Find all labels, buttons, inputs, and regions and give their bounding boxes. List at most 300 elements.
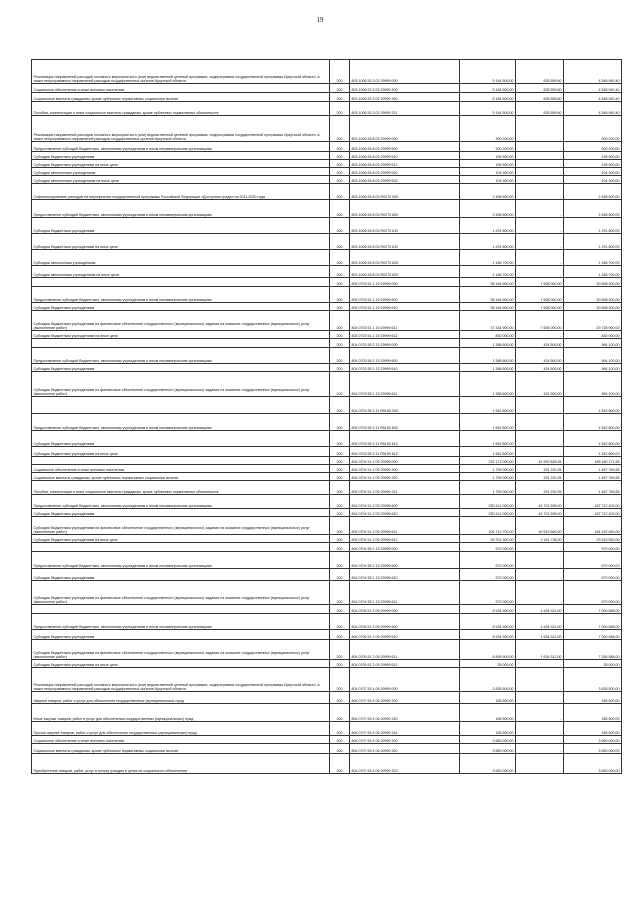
expense-name-cell <box>32 457 330 465</box>
executed-amount-cell: 424 500,00 <box>516 348 564 364</box>
executed-amount-cell: 2 181 738,00 <box>516 535 564 543</box>
expense-name-cell: Прочая закупка товаров, работ и услуг для обеспечения государственных (муниципальных) нужд <box>32 722 330 736</box>
budget-classification-code-cell: 804 0704 51 2 09 29999 612 <box>350 535 460 543</box>
budget-classification-code-cell: 803 1006 53 8 03 29999 600 <box>350 142 460 152</box>
executed-amount-cell: 42 701 598,00 <box>516 495 564 509</box>
budget-execution-table <box>31 59 622 774</box>
line-code-cell: 200 <box>330 481 350 495</box>
unexecuted-amount-cell: 7 265 588,00 <box>564 640 622 660</box>
approved-amount-cell: 830 000,00 <box>460 331 516 339</box>
expense-name-cell: Субсидии бюджетным учреждениям на иные цели <box>32 234 330 250</box>
line-code-cell: 200 <box>330 168 350 176</box>
executed-amount-cell: 424 500,00 <box>516 372 564 397</box>
approved-amount-cell: 8 899 900,00 <box>460 640 516 660</box>
line-code-cell: 200 <box>330 278 350 287</box>
table-row <box>32 116 622 142</box>
budget-classification-code-cell: 804 0703 55 2 13 29999 600 <box>350 348 460 364</box>
approved-amount-cell: 5 184 500,00 <box>460 93 516 102</box>
line-code-cell: 200 <box>330 397 350 414</box>
expense-name-cell: Субсидии бюджетным учреждениям на финансовое обеспечение государственного (муниципального) задания на оказание государственных (муниципальных) услуг (выполнение работ) <box>32 517 330 535</box>
line-code-cell: 200 <box>330 552 350 569</box>
table-row <box>32 744 622 754</box>
expense-name-cell: Реализация направлений расходов основного мероприятия и (или) ведомственной целевой программы, подпрограммы государственной программы Иркутской области, а также непрограммных направлений расходов государственных органов Иркутской области <box>32 668 330 692</box>
approved-amount-cell: 1 759 000,00 <box>460 481 516 495</box>
executed-amount-cell: 1 634 312,00 <box>516 630 564 640</box>
budget-classification-code-cell: 804 0707 53 4 06 29999 200 <box>350 692 460 704</box>
executed-amount-cell: 42 701 598,00 <box>516 509 564 517</box>
executed-amount-cell: - <box>516 668 564 692</box>
approved-amount-cell: 230 414 000,00 <box>460 509 516 517</box>
unexecuted-amount-cell: 964 100,00 <box>564 372 622 397</box>
expense-name-cell: Предоставление субсидий бюджетным, автономным учреждениям и иным некоммерческим организациям <box>32 414 330 431</box>
budget-classification-code-cell: 803 1006 53 3 02 29999 300 <box>350 84 460 93</box>
approved-amount-cell: 104 300,00 <box>460 176 516 184</box>
budget-classification-code-cell: 804 0705 51 2 09 29999 611 <box>350 640 460 660</box>
unexecuted-amount-cell: 830 000,00 <box>564 331 622 339</box>
table-row <box>32 372 622 397</box>
executed-amount-cell: - <box>516 660 564 668</box>
unexecuted-amount-cell: 1 542 800,00 <box>564 447 622 457</box>
table-row <box>32 692 622 704</box>
expense-name-cell: Субсидии бюджетным учреждениям на финансовое обеспечение государственного (муниципального) задания на оказание государственных (муниципальных) услуг (выполнение работ) <box>32 372 330 397</box>
executed-amount-cell: - <box>516 754 564 774</box>
line-code-cell: 200 <box>330 200 350 218</box>
unexecuted-amount-cell: 7 300 588,00 <box>564 605 622 614</box>
approved-amount-cell: 37 334 900,00 <box>460 311 516 331</box>
budget-classification-code-cell: 803 1006 53 8 03 R0270 610 <box>350 218 460 234</box>
line-code-cell: 200 <box>330 465 350 473</box>
executed-amount-cell: - <box>516 581 564 605</box>
expense-name-cell: Реализация направлений расходов основного мероприятия и (или) ведомственной целевой программы, подпрограммы государственной программы Иркутской области, а также непрограммных направлений расходов государственных органов Иркутской области <box>32 116 330 142</box>
unexecuted-amount-cell: 300 200,00 <box>564 116 622 142</box>
line-code-cell: 200 <box>330 160 350 168</box>
expense-name-cell: Социальные выплаты гражданам, кроме публичных нормативных социальных выплат <box>32 473 330 481</box>
table-row <box>32 93 622 102</box>
table-row <box>32 287 622 303</box>
line-code-cell: 200 <box>330 614 350 630</box>
budget-classification-code-cell: 804 0707 53 4 06 29999 244 <box>350 722 460 736</box>
executed-amount-cell: - <box>516 218 564 234</box>
approved-amount-cell: 8 934 900,00 <box>460 614 516 630</box>
line-code-cell: 200 <box>330 509 350 517</box>
line-code-cell: 200 <box>330 431 350 447</box>
executed-amount-cell: - <box>516 736 564 744</box>
unexecuted-amount-cell: 164 192 840,00 <box>564 517 622 535</box>
unexecuted-amount-cell: 30 558 900,00 <box>564 278 622 287</box>
table-row <box>32 160 622 168</box>
unexecuted-amount-cell: 3 650 000,00 <box>564 744 622 754</box>
line-code-cell: 200 <box>330 736 350 744</box>
line-code-cell: 200 <box>330 93 350 102</box>
unexecuted-amount-cell: 104 300,00 <box>564 176 622 184</box>
approved-amount-cell: 1 542 800,00 <box>460 397 516 414</box>
table-row <box>32 481 622 495</box>
executed-amount-cell: 424 500,00 <box>516 339 564 348</box>
executed-amount-cell: 635 559,60 <box>516 93 564 102</box>
executed-amount-cell: - <box>516 331 564 339</box>
expense-name-cell: Субсидии бюджетным учреждениям <box>32 152 330 160</box>
table-row <box>32 630 622 640</box>
budget-classification-code-cell: 803 1006 53 8 03 29999 000 <box>350 116 460 142</box>
unexecuted-amount-cell: 1 166 700,00 <box>564 250 622 266</box>
line-code-cell: 200 <box>330 287 350 303</box>
budget-classification-code-cell: 804 0704 51 2 09 29999 320 <box>350 473 460 481</box>
budget-classification-code-cell: 803 1006 53 8 03 R0270 620 <box>350 250 460 266</box>
expense-name-cell: Субсидии бюджетным учреждениям <box>32 303 330 311</box>
expense-name-cell: Софинансирование расходов на мероприятия государственной программы Российской Федерации «Доступная среда» на 2011-2020 годы <box>32 184 330 200</box>
table-row <box>32 495 622 509</box>
expense-name-cell: Иные закупки товаров, работ и услуг для обеспечения государственных (муниципальных) нужд <box>32 704 330 722</box>
budget-classification-code-cell: 804 0707 53 4 06 29999 300 <box>350 736 460 744</box>
approved-amount-cell: 185 500,00 <box>460 704 516 722</box>
expense-name-cell: Предоставление субсидий бюджетным, автономным учреждениям и иным некоммерческим организациям <box>32 287 330 303</box>
unexecuted-amount-cell: 7 300 588,00 <box>564 630 622 640</box>
expense-name-cell: Субсидии бюджетным учреждениям <box>32 364 330 372</box>
approved-amount-cell: 300 200,00 <box>460 116 516 142</box>
table-row <box>32 278 622 287</box>
budget-classification-code-cell: 804 0704 51 2 09 29999 300 <box>350 465 460 473</box>
approved-amount-cell: 38 164 900,00 <box>460 303 516 311</box>
expense-name-cell: Реализация направлений расходов основного мероприятия и (или) ведомственной целевой программы, подпрограммы государственной программы Иркутской области, а также непрограммных направлений расходов государственных органов Иркутской области <box>32 60 330 84</box>
unexecuted-amount-cell: 1 291 800,00 <box>564 234 622 250</box>
budget-classification-code-cell: 804 0704 55 2 13 29999 000 <box>350 543 460 552</box>
budget-classification-code-cell: 804 0704 51 2 09 29999 321 <box>350 481 460 495</box>
approved-amount-cell: 3 650 000,00 <box>460 736 516 744</box>
budget-classification-code-cell: 804 0704 55 2 13 29999 610 <box>350 569 460 581</box>
executed-amount-cell: 40 519 860,00 <box>516 517 564 535</box>
executed-amount-cell: - <box>516 543 564 552</box>
unexecuted-amount-cell: 964 100,00 <box>564 364 622 372</box>
executed-amount-cell: 7 606 000,00 <box>516 278 564 287</box>
line-code-cell: 200 <box>330 744 350 754</box>
line-code-cell: 200 <box>330 218 350 234</box>
executed-amount-cell: 7 606 000,00 <box>516 287 564 303</box>
line-code-cell: 200 <box>330 331 350 339</box>
expense-name-cell: Субсидии бюджетным учреждениям на иные цели <box>32 160 330 168</box>
line-code-cell: 200 <box>330 311 350 331</box>
unexecuted-amount-cell: 4 548 940,40 <box>564 84 622 93</box>
executed-amount-cell: - <box>516 704 564 722</box>
line-code-cell: 200 <box>330 414 350 431</box>
line-code-cell: 200 <box>330 184 350 200</box>
budget-classification-code-cell: 804 0707 53 4 06 29999 320 <box>350 744 460 754</box>
approved-amount-cell: 232 173 000,00 <box>460 457 516 465</box>
expense-name-cell: Субсидии бюджетным учреждениям <box>32 569 330 581</box>
table-row <box>32 704 622 722</box>
unexecuted-amount-cell: 3 650 000,00 <box>564 754 622 774</box>
line-code-cell: 200 <box>330 692 350 704</box>
line-code-cell: 200 <box>330 457 350 465</box>
table-row <box>32 517 622 535</box>
table-row <box>32 339 622 348</box>
approved-amount-cell: 570 000,00 <box>460 543 516 552</box>
budget-classification-code-cell: 804 0705 51 2 09 29999 600 <box>350 614 460 630</box>
expense-name-cell: Субсидии автономным учреждениям на иные цели <box>32 176 330 184</box>
budget-classification-code-cell: 804 0704 51 2 09 29999 611 <box>350 517 460 535</box>
budget-classification-code-cell: 804 0703 55 2 13 29999 611 <box>350 372 460 397</box>
budget-classification-code-cell: 804 0704 51 2 09 29999 610 <box>350 509 460 517</box>
unexecuted-amount-cell: 187 712 402,00 <box>564 509 622 517</box>
table-row <box>32 397 622 414</box>
unexecuted-amount-cell: 4 548 940,40 <box>564 102 622 116</box>
approved-amount-cell: 5 184 500,00 <box>460 84 516 93</box>
expense-name-cell: Субсидии бюджетным учреждениям <box>32 218 330 234</box>
unexecuted-amount-cell: 195 900,00 <box>564 152 622 160</box>
approved-amount-cell: 25 701 300,00 <box>460 535 516 543</box>
expense-name-cell: Субсидии бюджетным учреждениям на иные цели <box>32 660 330 668</box>
unexecuted-amount-cell: 570 000,00 <box>564 569 622 581</box>
expense-name-cell: Социальные выплаты гражданам, кроме публичных нормативных социальных выплат <box>32 93 330 102</box>
approved-amount-cell: 570 000,00 <box>460 552 516 569</box>
unexecuted-amount-cell: 2 458 500,00 <box>564 200 622 218</box>
executed-amount-cell: 42 992 828,35 <box>516 457 564 465</box>
line-code-cell: 200 <box>330 660 350 668</box>
unexecuted-amount-cell: 187 712 402,00 <box>564 495 622 509</box>
expense-name-cell: Субсидии бюджетным учреждениям на финансовое обеспечение государственного (муниципального) задания на оказание государственных (муниципальных) услуг (выполнение работ) <box>32 581 330 605</box>
table-row <box>32 543 622 552</box>
executed-amount-cell: 635 559,60 <box>516 102 564 116</box>
budget-classification-code-cell: 803 1006 53 8 03 29999 610 <box>350 152 460 160</box>
approved-amount-cell: 35 000,00 <box>460 660 516 668</box>
expense-name-cell: Субсидии бюджетным учреждениям <box>32 630 330 640</box>
approved-amount-cell: 5 184 500,00 <box>460 60 516 84</box>
table-row <box>32 152 622 160</box>
budget-classification-code-cell: 804 0703 55 2 13 29999 610 <box>350 364 460 372</box>
budget-classification-code-cell: 804 0703 51 1 19 29999 610 <box>350 303 460 311</box>
table-row <box>32 457 622 465</box>
approved-amount-cell: 3 835 500,00 <box>460 668 516 692</box>
executed-amount-cell: - <box>516 250 564 266</box>
expense-name-cell <box>32 278 330 287</box>
table-row <box>32 581 622 605</box>
expense-name-cell: Субсидии автономным учреждениям <box>32 168 330 176</box>
line-code-cell: 200 <box>330 152 350 160</box>
line-code-cell: 202 <box>330 372 350 397</box>
unexecuted-amount-cell: 29 728 900,00 <box>564 311 622 331</box>
executed-amount-cell: - <box>516 168 564 176</box>
executed-amount-cell: 635 559,60 <box>516 60 564 84</box>
executed-amount-cell: - <box>516 397 564 414</box>
approved-amount-cell: 5 184 500,00 <box>460 102 516 116</box>
approved-amount-cell: 1 388 600,00 <box>460 364 516 372</box>
table-row <box>32 184 622 200</box>
expense-name-cell: Предоставление субсидий бюджетным, автономным учреждениям и иным некоммерческим организациям <box>32 142 330 152</box>
executed-amount-cell: 291 230,35 <box>516 481 564 495</box>
table-row <box>32 552 622 569</box>
table-row <box>32 473 622 481</box>
budget-classification-code-cell: 804 0705 51 2 09 29999 610 <box>350 630 460 640</box>
approved-amount-cell: 2 458 500,00 <box>460 200 516 218</box>
unexecuted-amount-cell: 1 467 769,65 <box>564 473 622 481</box>
approved-amount-cell: 1 291 800,00 <box>460 234 516 250</box>
approved-amount-cell: 300 200,00 <box>460 142 516 152</box>
budget-classification-code-cell: 803 1006 53 8 03 R0270 600 <box>350 200 460 218</box>
unexecuted-amount-cell: 104 300,00 <box>564 168 622 176</box>
line-code-cell: 200 <box>330 517 350 535</box>
table-row <box>32 250 622 266</box>
line-code-cell: 200 <box>330 266 350 278</box>
executed-amount-cell: - <box>516 176 564 184</box>
table-row <box>32 605 622 614</box>
table-row <box>32 614 622 630</box>
table-row <box>32 668 622 692</box>
line-code-cell: 200 <box>330 84 350 93</box>
table-row <box>32 569 622 581</box>
unexecuted-amount-cell: 185 500,00 <box>564 722 622 736</box>
unexecuted-amount-cell: 1 166 700,00 <box>564 266 622 278</box>
line-code-cell: 200 <box>330 495 350 509</box>
approved-amount-cell: 570 000,00 <box>460 581 516 605</box>
line-code-cell: 200 <box>330 142 350 152</box>
line-code-cell: 200 <box>330 704 350 722</box>
executed-amount-cell: - <box>516 200 564 218</box>
executed-amount-cell: - <box>516 744 564 754</box>
executed-amount-cell: 291 230,35 <box>516 473 564 481</box>
expense-name-cell: Приобретение товаров, работ, услуг в пользу граждан в целях их социального обеспечения <box>32 754 330 774</box>
expense-name-cell: Предоставление субсидий бюджетным, автономным учреждениям и иным некоммерческим организациям <box>32 552 330 569</box>
table-row <box>32 431 622 447</box>
unexecuted-amount-cell: 570 000,00 <box>564 543 622 552</box>
line-code-cell: 200 <box>330 605 350 614</box>
expense-name-cell <box>32 339 330 348</box>
approved-amount-cell: 2 458 500,00 <box>460 184 516 200</box>
approved-amount-cell: 1 759 000,00 <box>460 465 516 473</box>
unexecuted-amount-cell: 4 548 940,40 <box>564 60 622 84</box>
table-row <box>32 535 622 543</box>
line-code-cell: 200 <box>330 250 350 266</box>
budget-classification-code-cell: 804 0704 51 2 09 29999 600 <box>350 495 460 509</box>
expense-name-cell: Субсидии бюджетным учреждениям <box>32 431 330 447</box>
budget-classification-code-cell: 804 0703 55 3 11 R5190 600 <box>350 414 460 431</box>
approved-amount-cell: 8 934 900,00 <box>460 630 516 640</box>
table-row <box>32 736 622 744</box>
budget-classification-code-cell: 804 0705 51 2 09 29999 000 <box>350 605 460 614</box>
executed-amount-cell: 424 500,00 <box>516 364 564 372</box>
unexecuted-amount-cell: 35 000,00 <box>564 660 622 668</box>
budget-classification-code-cell: 803 1006 53 3 02 29999 321 <box>350 102 460 116</box>
budget-classification-code-cell: 803 1006 53 8 03 R0270 000 <box>350 184 460 200</box>
budget-classification-code-cell: 804 0707 53 4 06 29999 000 <box>350 668 460 692</box>
line-code-cell: 200 <box>330 348 350 364</box>
executed-amount-cell: - <box>516 152 564 160</box>
expense-name-cell: Субсидии автономным учреждениям <box>32 250 330 266</box>
expense-name-cell: Социальное обеспечение и иные выплаты населению <box>32 84 330 93</box>
expense-name-cell: Субсидии бюджетным учреждениям на иные цели <box>32 447 330 457</box>
budget-classification-code-cell: 804 0705 51 2 09 29999 612 <box>350 660 460 668</box>
approved-amount-cell: 1 388 600,00 <box>460 372 516 397</box>
executed-amount-cell: - <box>516 160 564 168</box>
approved-amount-cell: 8 934 900,00 <box>460 605 516 614</box>
line-code-cell: 200 <box>330 473 350 481</box>
table-row <box>32 754 622 774</box>
line-code-cell: 200 <box>330 535 350 543</box>
approved-amount-cell: 1 388 600,00 <box>460 348 516 364</box>
budget-classification-code-cell: 803 1006 53 8 03 29999 622 <box>350 176 460 184</box>
table-row <box>32 348 622 364</box>
expense-name-cell: Субсидии бюджетным учреждениям <box>32 509 330 517</box>
approved-amount-cell: 38 164 900,00 <box>460 278 516 287</box>
table-row <box>32 102 622 116</box>
table-row <box>32 311 622 331</box>
executed-amount-cell: 1 634 312,00 <box>516 640 564 660</box>
expense-name-cell: Предоставление субсидий бюджетным, автономным учреждениям и иным некоммерческим организациям <box>32 495 330 509</box>
line-code-cell: 200 <box>330 447 350 457</box>
unexecuted-amount-cell: 23 519 562,00 <box>564 535 622 543</box>
executed-amount-cell: - <box>516 116 564 142</box>
unexecuted-amount-cell: 3 650 000,00 <box>564 736 622 744</box>
expense-name-cell: Социальное обеспечение и иные выплаты населению <box>32 465 330 473</box>
budget-classification-code-cell: 804 0703 51 1 19 29999 600 <box>350 287 460 303</box>
line-code-cell: 200 <box>330 630 350 640</box>
table-row <box>32 142 622 152</box>
budget-classification-code-cell: 803 1006 53 8 03 29999 612 <box>350 160 460 168</box>
approved-amount-cell: 38 164 900,00 <box>460 287 516 303</box>
expense-name-cell: Субсидии бюджетным учреждениям на финансовое обеспечение государственного (муниципального) задания на оказание государственных (муниципальных) услуг (выполнение работ) <box>32 640 330 660</box>
line-code-cell: 200 <box>330 754 350 774</box>
unexecuted-amount-cell: 189 180 171,65 <box>564 457 622 465</box>
line-code-cell: 200 <box>330 234 350 250</box>
table-row <box>32 660 622 668</box>
approved-amount-cell: 230 414 000,00 <box>460 495 516 509</box>
unexecuted-amount-cell: 1 542 800,00 <box>564 414 622 431</box>
approved-amount-cell: 204 712 700,00 <box>460 517 516 535</box>
expense-name-cell: Субсидии бюджетным учреждениям на иные цели <box>32 331 330 339</box>
expense-name-cell <box>32 543 330 552</box>
unexecuted-amount-cell: 2 458 500,00 <box>564 184 622 200</box>
table-row <box>32 509 622 517</box>
executed-amount-cell: 1 634 312,00 <box>516 605 564 614</box>
budget-classification-code-cell: 804 0704 55 2 13 29999 611 <box>350 581 460 605</box>
line-code-cell: 200 <box>330 339 350 348</box>
expense-name-cell <box>32 397 330 414</box>
approved-amount-cell: 195 900,00 <box>460 152 516 160</box>
table-row <box>32 722 622 736</box>
unexecuted-amount-cell: 30 558 900,00 <box>564 287 622 303</box>
budget-classification-code-cell: 804 0704 55 2 13 29999 600 <box>350 552 460 569</box>
budget-classification-code-cell: 804 0703 51 1 19 29999 000 <box>350 278 460 287</box>
line-code-cell: 200 <box>330 116 350 142</box>
line-code-cell: 200 <box>330 364 350 372</box>
unexecuted-amount-cell: 3 835 500,00 <box>564 668 622 692</box>
table-row <box>32 640 622 660</box>
approved-amount-cell: 1 759 000,00 <box>460 473 516 481</box>
unexecuted-amount-cell: 1 467 769,65 <box>564 465 622 473</box>
approved-amount-cell: 1 166 700,00 <box>460 250 516 266</box>
approved-amount-cell: 1 542 800,00 <box>460 431 516 447</box>
table-row <box>32 234 622 250</box>
executed-amount-cell: - <box>516 142 564 152</box>
approved-amount-cell: 1 291 800,00 <box>460 218 516 234</box>
expense-name-cell: Предоставление субсидий бюджетным, автономным учреждениям и иным некоммерческим организациям <box>32 200 330 218</box>
expense-name-cell: Пособия, компенсации и иные социальные выплаты гражданам, кроме публичных нормативных обязательств <box>32 481 330 495</box>
line-code-cell: 200 <box>330 581 350 605</box>
line-code-cell: 200 <box>330 668 350 692</box>
table-row <box>32 218 622 234</box>
budget-classification-code-cell: 804 0707 53 4 06 29999 240 <box>350 704 460 722</box>
unexecuted-amount-cell: 1 467 769,65 <box>564 481 622 495</box>
table-row <box>32 303 622 311</box>
table-row <box>32 84 622 93</box>
table-row <box>32 364 622 372</box>
table-row <box>32 60 622 84</box>
approved-amount-cell: 1 542 800,00 <box>460 414 516 431</box>
unexecuted-amount-cell: 195 900,00 <box>564 160 622 168</box>
executed-amount-cell: - <box>516 447 564 457</box>
line-code-cell: 200 <box>330 640 350 660</box>
table-row <box>32 176 622 184</box>
table-row <box>32 331 622 339</box>
unexecuted-amount-cell: 964 100,00 <box>564 348 622 364</box>
